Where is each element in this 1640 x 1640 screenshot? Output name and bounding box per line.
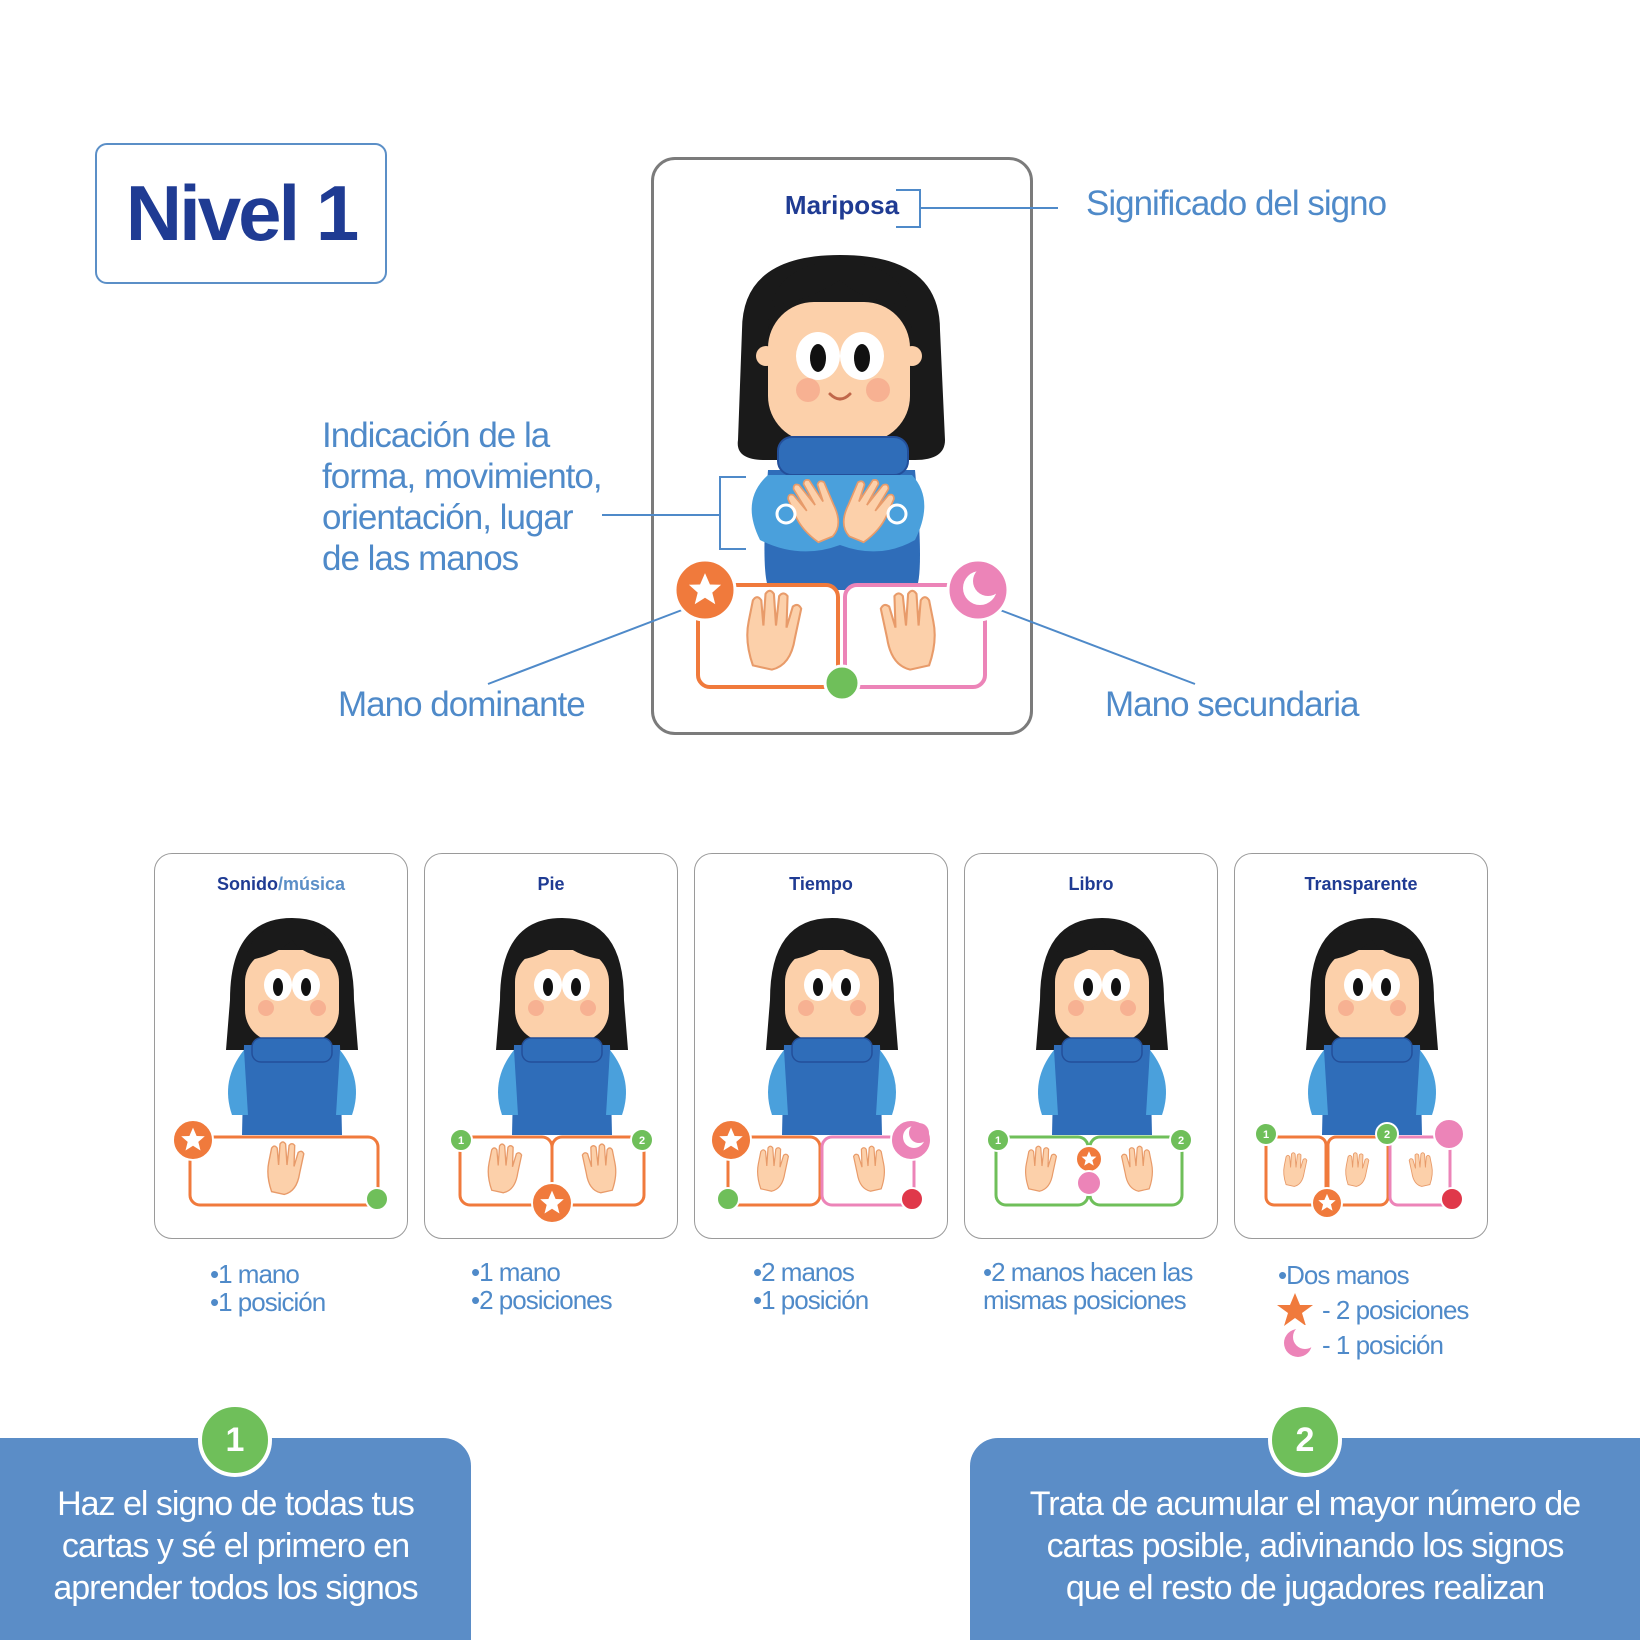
- card-libro: [964, 853, 1218, 1239]
- badge-number: 1: [1262, 1129, 1270, 1141]
- card-title-text: Sonido: [216, 874, 278, 894]
- callout-secondary: Mano secundaria: [1105, 685, 1359, 724]
- card-desc: [1278, 1258, 1468, 1363]
- card-pie: [424, 853, 678, 1239]
- desc-line: •1 posición: [210, 1287, 326, 1317]
- desc-line: mismas posiciones: [983, 1285, 1186, 1315]
- desc-line: •Dos manos: [1278, 1260, 1409, 1290]
- card-desc: [753, 1258, 868, 1314]
- desc-line: •2 posiciones: [471, 1285, 612, 1315]
- callout-dominant: Mano dominante: [338, 685, 585, 724]
- card-desc: [210, 1260, 325, 1316]
- card-title: Libro: [1068, 874, 1114, 894]
- step-text-line: cartas y sé el primero en: [61, 1527, 410, 1565]
- desc-line: •1 posición: [753, 1285, 869, 1315]
- card-title: Tiempo: [789, 874, 853, 894]
- card-desc: [471, 1258, 612, 1314]
- badge-number: 1: [457, 1135, 465, 1147]
- badge-number: 1: [994, 1135, 1002, 1147]
- step-badge-2: 2: [1268, 1403, 1342, 1477]
- card-tiempo: [694, 853, 948, 1239]
- card-transparente: [1234, 853, 1488, 1239]
- desc-line: •1 mano: [210, 1259, 299, 1289]
- level-label: Nivel 1: [125, 169, 357, 257]
- desc-line: - 1 posición: [1322, 1330, 1443, 1360]
- main-card-title: Mariposa: [784, 190, 900, 220]
- card-desc: [983, 1258, 1192, 1314]
- callout-indication-line: forma, movimiento,: [322, 457, 602, 496]
- badge-number: 2: [1383, 1129, 1391, 1141]
- step-text-line: que el resto de jugadores realizan: [1065, 1569, 1545, 1607]
- card-title: [154, 874, 408, 895]
- step-text-line: Trata de acumular el mayor número de: [1029, 1485, 1581, 1523]
- card-title: Transparente: [1304, 874, 1418, 894]
- callout-indication-line: orientación, lugar: [322, 498, 573, 537]
- callout-indication-line: Indicación de la: [322, 416, 550, 455]
- desc-line: •2 manos: [753, 1257, 854, 1287]
- desc-line: •1 mano: [471, 1257, 560, 1287]
- callout-meaning: Significado del signo: [1086, 184, 1387, 223]
- desc-line: •2 manos hacen las: [983, 1257, 1193, 1287]
- step-text-line: cartas posible, adivinando los signos: [1046, 1527, 1564, 1565]
- badge-number: 2: [1177, 1135, 1185, 1147]
- callout-indication-line: de las manos: [322, 539, 519, 578]
- desc-line: - 2 posiciones: [1322, 1295, 1469, 1325]
- step-text-line: aprender todos los signos: [53, 1569, 418, 1607]
- card-sonido: [154, 853, 408, 1239]
- card-title-sub: /música: [277, 874, 346, 894]
- card-title: Pie: [537, 874, 565, 894]
- badge-number: 2: [638, 1135, 646, 1147]
- main-character: [738, 255, 945, 590]
- step-badge-1: 1: [198, 1403, 272, 1477]
- step-text-line: Haz el signo de todas tus: [57, 1485, 414, 1523]
